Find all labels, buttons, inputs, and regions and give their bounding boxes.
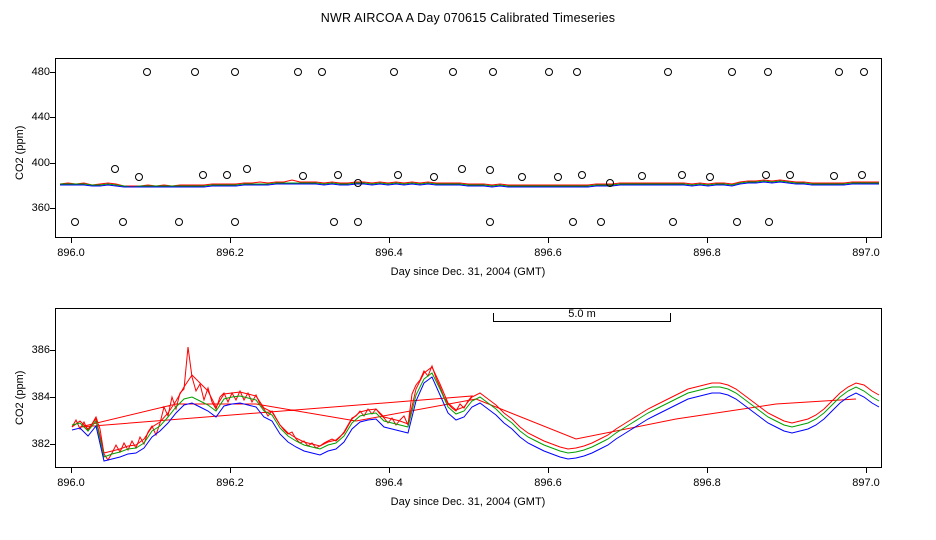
bottom-plot-svg bbox=[56, 309, 883, 469]
top-ytick-400: 400 bbox=[31, 157, 50, 169]
bottom-xtick-8960: 896.0 bbox=[57, 477, 85, 489]
top-ytick-440: 440 bbox=[31, 111, 50, 123]
bottom-ytickmark bbox=[50, 444, 55, 445]
bottom-ytickmark bbox=[50, 350, 55, 351]
top-ytick-480: 480 bbox=[31, 66, 50, 78]
top-ytickmark bbox=[50, 163, 55, 164]
top-plot-svg bbox=[56, 59, 883, 239]
figure-title: NWR AIRCOA A Day 070615 Calibrated Timeseries bbox=[320, 11, 616, 25]
top-xtick-8960: 896.0 bbox=[57, 247, 85, 259]
top-xaxis-label: Day since Dec. 31, 2004 (GMT) bbox=[390, 266, 546, 278]
bottom-xtick-8964: 896.4 bbox=[375, 477, 403, 489]
bottom-xtick-8966: 896.6 bbox=[534, 477, 562, 489]
bottom-xtick-8968: 896.8 bbox=[693, 477, 721, 489]
top-ytickmark bbox=[50, 208, 55, 209]
top-yaxis-label: CO2 (ppm) bbox=[14, 125, 26, 180]
bottom-ytick-384: 384 bbox=[31, 391, 50, 403]
top-xtick-8962: 896.2 bbox=[216, 247, 244, 259]
top-ytick-360: 360 bbox=[31, 202, 50, 214]
bottom-panel bbox=[0, 285, 936, 540]
top-xtick-8968: 896.8 bbox=[693, 247, 721, 259]
top-calibration-markers bbox=[72, 69, 868, 226]
top-xtick-8964: 896.4 bbox=[375, 247, 403, 259]
top-xtick-8970: 897.0 bbox=[852, 247, 880, 259]
scale-bar-label: 5.0 m bbox=[568, 308, 596, 320]
bottom-ytick-386: 386 bbox=[31, 344, 50, 356]
bottom-ytick-382: 382 bbox=[31, 438, 50, 450]
bottom-ytickmark bbox=[50, 397, 55, 398]
bottom-xaxis-label: Day since Dec. 31, 2004 (GMT) bbox=[390, 496, 546, 508]
bottom-line-blue bbox=[72, 377, 879, 461]
bottom-yaxis-label: CO2 (ppm) bbox=[14, 370, 26, 425]
bottom-xtick-8962: 896.2 bbox=[216, 477, 244, 489]
bottom-series-lines bbox=[72, 347, 879, 461]
top-ytickmark bbox=[50, 117, 55, 118]
bottom-xtick-8970: 897.0 bbox=[852, 477, 880, 489]
top-xtick-8966: 896.6 bbox=[534, 247, 562, 259]
top-series-lines bbox=[60, 180, 879, 187]
top-ytickmark bbox=[50, 72, 55, 73]
